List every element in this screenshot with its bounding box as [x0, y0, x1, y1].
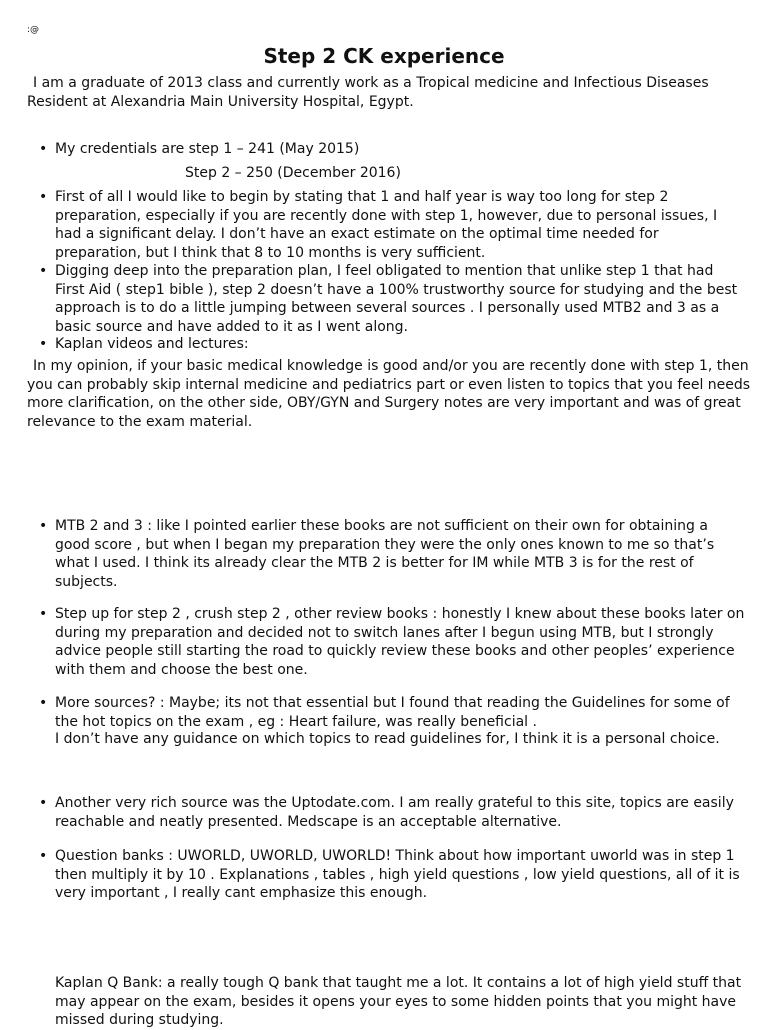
review-books-bullet: • Step up for step 2 , crush step 2 , other review books : honestly I knew about these books later on during my preparation and decided not to switch lanes after I begun using MTB, but I strongly advice people still starting the road to quickly review these books and other peoples’ experience with them and choose the best one.: [55, 605, 745, 679]
mtb-bullet: • MTB 2 and 3 : like I pointed earlier these books are not sufficient on their own for obtaining a good score , but when I began my preparation they were the only ones known to me so that’s what I used. I think its already clear the MTB 2 is better for IM while MTB 3 is for the rest of subjects.: [55, 517, 745, 591]
document-title: Step 2 CK experience: [263, 44, 505, 68]
kaplan-videos-bullet: • Kaplan videos and lectures:: [55, 335, 745, 354]
guidelines-note: I don’t have any guidance on which topics to read guidelines for, I think it is a personal choice.: [55, 731, 720, 747]
header-mark: :@: [27, 25, 40, 35]
preparation-plan-bullet: • Digging deep into the preparation plan, I feel obligated to mention that unlike step 1 that had First Aid ( step1 bible ), step 2 doesn’t have a 100% trustworthy source for studying and the best approach is to do a little jumping between several sources . I personally used MTB2 and 3 as a basic source and have added to it as I went along.: [55, 262, 745, 336]
kaplan-opinion-paragraph: In my opinion, if your basic medical knowledge is good and/or you are recently done with step 1, then you can probably skip internal medicine and pediatrics part or even listen to topics that you feel needs more clarification, on the other side, OBY/GYN and Surgery notes are very important and was of great relevance to the exam material.: [27, 358, 751, 430]
intro-paragraph: I am a graduate of 2013 class and currently work as a Tropical medicine and Infectious Diseases Resident at Alexandria Main University Hospital, Egypt.: [27, 75, 709, 110]
credentials-bullet: • My credentials are step 1 – 241 (May 2015): [55, 140, 745, 159]
credentials-step2-line: Step 2 – 250 (December 2016): [185, 165, 401, 181]
more-sources-bullet: • More sources? : Maybe; its not that essential but I found that reading the Guidelines for some of the hot topics on the exam , eg : Heart failure, was really beneficial .: [55, 694, 745, 731]
timeline-bullet: • First of all I would like to begin by stating that 1 and half year is way too long for step 2 preparation, especially if you are recently done with step 1, however, due to personal issues, I had a significant delay. I don’t have an exact estimate on the optimal time needed for preparation, but I think that 8 to 10 months is very sufficient.: [55, 188, 745, 262]
question-banks-bullet: • Question banks : UWORLD, UWORLD, UWORLD! Think about how important uworld was in step 1 then multiply it by 10 . Explanations , tables , high yield questions , low yield questions, all of it is very important , I really cant emphasize this enough.: [55, 847, 745, 903]
kaplan-qbank-paragraph: Kaplan Q Bank: a really tough Q bank that taught me a lot. It contains a lot of high yield stuff that may appear on the exam, besides it opens your eyes to some hidden points that you might have missed during studying.: [55, 975, 742, 1028]
uptodate-bullet: • Another very rich source was the Uptodate.com. I am really grateful to this site, topics are easily reachable and neatly presented. Medscape is an acceptable alternative.: [55, 794, 745, 831]
